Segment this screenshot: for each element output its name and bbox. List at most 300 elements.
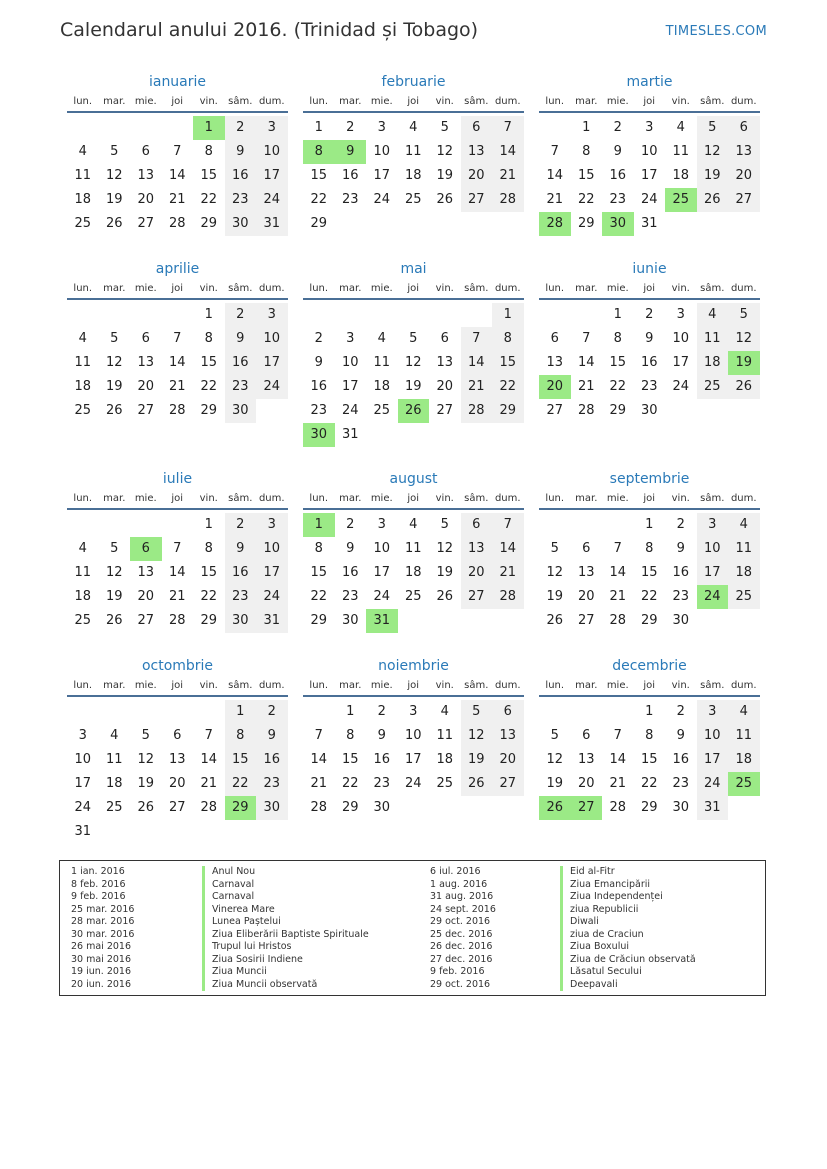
weekday-label: dum. [730,493,757,504]
empty-cell [492,423,524,447]
day-cell: 10 [697,537,729,561]
day-cell: 12 [436,541,454,556]
day-cell: 20 [461,164,493,188]
month-name: noiembrie [378,658,449,674]
empty-cell [366,212,398,236]
week-row [67,609,288,633]
legend-holiday-name: Carnaval [202,891,254,904]
day-cell: 4 [78,541,87,556]
empty-cell [539,513,571,537]
day-cell: 21 [546,192,564,207]
day-cell: 13 [137,168,155,183]
day-cell: 5 [461,700,493,724]
week-row [67,188,288,212]
day-cell: 2 [346,517,355,532]
day-cell: 22 [310,589,328,604]
day-cell: 13 [461,140,493,164]
empty-cell [492,212,524,236]
day-cell: 12 [436,144,454,159]
legend-date: 25 mar. 2016 [71,903,135,915]
day-cell: 17 [697,748,729,772]
day-cell: 3 [78,728,87,743]
day-cell: 7 [492,116,524,140]
empty-cell [665,399,697,423]
day-cell: 3 [377,120,386,135]
weekday-label: vin. [199,680,218,691]
day-cell: 12 [105,355,123,370]
day-cell: 27 [461,585,493,609]
day-cell: 26 [697,188,729,212]
day-cell: 28 [168,613,186,628]
legend-holiday-name: Anul Nou [202,866,255,879]
day-cell: 8 [582,144,591,159]
legend-holiday-name: Lăsatul Secului [560,966,642,979]
day-cell: 7 [204,728,213,743]
day-cell: 5 [141,728,150,743]
day-cell: 13 [137,355,155,370]
weekday-label: lun. [309,283,329,294]
day-cell: 26 [539,796,571,820]
day-cell: 21 [168,192,186,207]
day-cell: 5 [110,144,119,159]
day-cell: 6 [582,541,591,556]
weekday-label: mie. [134,493,157,504]
day-cell: 14 [609,565,627,580]
legend-holiday-name: Ziua Boxului [560,941,629,954]
month-name: iunie [632,261,667,277]
day-cell: 19 [105,192,123,207]
day-cell: 1 [346,704,355,719]
day-cell: 16 [225,164,257,188]
day-cell: 8 [225,724,257,748]
day-cell: 26 [728,375,760,399]
weekday-label: mar. [103,283,126,294]
day-cell: 21 [461,375,493,399]
empty-cell [256,820,288,844]
empty-cell [665,212,697,236]
week-row [67,303,288,327]
empty-cell [398,609,430,633]
day-cell: 21 [200,776,218,791]
day-cell: 1 [314,120,323,135]
day-cell: 27 [571,796,603,820]
month-name: februarie [381,74,446,90]
day-cell: 26 [105,216,123,231]
day-cell: 23 [640,379,658,394]
day-cell: 31 [74,824,92,839]
day-cell: 23 [341,589,359,604]
weekday-label: sâm. [464,283,489,294]
legend-date: 25 dec. 2016 [430,928,493,940]
day-cell: 20 [728,164,760,188]
day-cell: 12 [461,724,493,748]
empty-cell [461,609,493,633]
weekday-label: dum. [730,96,757,107]
day-cell: 25 [404,192,422,207]
empty-cell [728,212,760,236]
week-row [539,585,760,609]
month-name: decembrie [612,658,687,674]
header-rule [539,508,760,510]
day-cell: 13 [492,724,524,748]
day-cell: 16 [672,565,690,580]
day-cell: 10 [256,327,288,351]
day-cell: 11 [74,168,92,183]
day-cell: 24 [672,379,690,394]
day-cell: 17 [373,168,391,183]
day-cell: 1 [613,307,622,322]
day-cell: 30 [672,800,690,815]
day-cell: 7 [582,331,591,346]
legend-holiday-name: Carnaval [202,879,254,892]
day-cell: 19 [546,589,564,604]
week-row [539,327,760,351]
weekday-label: mar. [339,96,362,107]
weekday-label: dum. [494,96,521,107]
weekday-label: mar. [103,493,126,504]
day-cell: 4 [78,144,87,159]
day-cell: 24 [697,585,729,609]
day-cell: 24 [256,188,288,212]
day-cell: 17 [404,752,422,767]
month-name: aprilie [155,261,200,277]
week-row [303,724,524,748]
day-cell: 4 [409,120,418,135]
day-cell: 27 [728,188,760,212]
weekday-label: sâm. [700,283,725,294]
legend-date: 24 sept. 2016 [430,903,496,915]
day-cell: 22 [225,772,257,796]
legend-holiday-name: Eid al-Fitr [560,866,615,879]
day-cell: 15 [310,565,328,580]
day-cell: 30 [672,613,690,628]
header-rule [539,695,760,697]
day-cell: 14 [577,355,595,370]
legend-date: 9 feb. 2016 [71,891,126,902]
weekday-label: sâm. [700,680,725,691]
day-cell: 28 [168,216,186,231]
day-cell: 12 [404,355,422,370]
weekday-header [303,279,524,298]
legend-date: 20 iun. 2016 [71,978,132,990]
day-cell: 6 [440,331,449,346]
weekday-label: dum. [258,680,285,691]
day-cell: 21 [492,561,524,585]
weekday-label: lun. [545,680,565,691]
day-cell: 25 [728,585,760,609]
week-row [67,116,288,140]
day-cell: 30 [225,212,257,236]
header-rule [539,111,760,113]
day-cell: 12 [546,565,564,580]
weekday-label: dum. [494,493,521,504]
day-cell: 18 [74,589,92,604]
day-cell: 16 [640,355,658,370]
empty-cell [303,303,335,327]
day-cell: 30 [373,800,391,815]
weekday-label: mar. [339,283,362,294]
day-cell: 12 [137,752,155,767]
day-cell: 16 [256,748,288,772]
week-row [67,796,288,820]
empty-cell [99,303,131,327]
day-cell: 4 [728,513,760,537]
legend-date: 1 ian. 2016 [71,866,125,877]
week-row [67,212,288,236]
weekday-label: mie. [134,680,157,691]
day-cell: 8 [492,327,524,351]
day-cell: 10 [341,355,359,370]
day-cell: 25 [728,772,760,796]
day-cell: 1 [225,700,257,724]
day-cell: 4 [676,120,685,135]
day-cell: 20 [539,375,571,399]
weekday-label: dum. [730,680,757,691]
empty-cell [539,303,571,327]
day-cell: 24 [256,375,288,399]
week-row [303,700,524,724]
day-cell: 11 [74,355,92,370]
empty-cell [492,609,524,633]
week-row [539,537,760,561]
legend-holiday-name: Ziua Muncii [202,966,267,979]
legend-holiday-name: ziua de Craciun [560,929,644,942]
weekday-label: vin. [671,96,690,107]
week-row [539,351,760,375]
day-cell: 9 [314,355,323,370]
weekday-label: joi [643,680,656,691]
day-cell: 26 [398,399,430,423]
day-cell: 13 [577,565,595,580]
day-cell: 23 [225,188,257,212]
day-cell: 8 [204,541,213,556]
day-cell: 2 [225,513,257,537]
day-cell: 3 [256,513,288,537]
header-rule [303,508,524,510]
empty-cell [256,399,288,423]
weekday-header [67,279,288,298]
week-row [539,303,760,327]
day-cell: 15 [200,565,218,580]
day-cell: 14 [492,140,524,164]
week-row [539,399,760,423]
week-row [539,796,760,820]
day-cell: 6 [173,728,182,743]
weekday-label: joi [643,96,656,107]
week-row [539,513,760,537]
empty-cell [303,700,335,724]
weekday-header [303,92,524,111]
day-cell: 17 [256,164,288,188]
weekday-label: lun. [545,493,565,504]
month-name: martie [626,74,673,90]
month-martie [539,72,760,236]
day-cell: 2 [613,120,622,135]
weekday-label: mar. [339,680,362,691]
day-cell: 20 [168,776,186,791]
day-cell: 29 [492,399,524,423]
weekday-label: mie. [370,680,393,691]
day-cell: 25 [74,216,92,231]
empty-cell [67,303,99,327]
empty-cell [429,796,461,820]
day-cell: 1 [582,120,591,135]
week-row [539,724,760,748]
weekday-label: sâm. [228,680,253,691]
day-cell: 16 [341,168,359,183]
legend-holiday-name: Ziua Emancipării [560,879,650,892]
week-row [67,748,288,772]
week-row [67,375,288,399]
day-cell: 8 [645,541,654,556]
day-cell: 3 [377,517,386,532]
week-row [303,212,524,236]
day-cell: 15 [200,168,218,183]
day-cell: 17 [697,561,729,585]
empty-cell [429,609,461,633]
day-cell: 29 [200,403,218,418]
legend-date: 9 feb. 2016 [430,966,485,977]
weekday-label: mie. [606,96,629,107]
day-cell: 10 [672,331,690,346]
week-row [67,561,288,585]
header-rule [67,508,288,510]
day-cell: 29 [609,403,627,418]
day-cell: 25 [74,403,92,418]
week-row [67,351,288,375]
weekday-label: joi [643,283,656,294]
day-cell: 9 [676,541,685,556]
legend-date: 8 feb. 2016 [71,878,126,890]
day-cell: 21 [609,776,627,791]
site-link[interactable]: TIMESLES.COM [665,24,767,39]
legend-date: 26 dec. 2016 [430,941,493,952]
day-cell: 24 [256,585,288,609]
weekday-label: dum. [730,283,757,294]
day-cell: 12 [697,140,729,164]
day-cell: 12 [105,565,123,580]
day-cell: 1 [204,307,213,322]
day-cell: 25 [74,613,92,628]
day-cell: 13 [436,355,454,370]
day-cell: 31 [640,216,658,231]
day-cell: 6 [461,513,493,537]
month-octombrie [67,656,288,844]
legend-date: 1 aug. 2016 [430,878,488,890]
month-iunie [539,259,760,423]
day-cell: 2 [314,331,323,346]
weekday-header [539,676,760,695]
legend-date: 19 iun. 2016 [71,966,132,977]
day-cell: 28 [609,613,627,628]
day-cell: 27 [577,613,595,628]
weekday-label: sâm. [700,493,725,504]
day-cell: 15 [492,351,524,375]
weekday-label: mar. [103,680,126,691]
legend-holiday-name: Ziua Eliberării Baptiste Spirituale [202,929,369,942]
legend-holiday-name: Diwali [560,916,599,929]
day-cell: 7 [550,144,559,159]
week-row [303,423,524,447]
empty-cell [728,399,760,423]
day-cell: 15 [200,355,218,370]
day-cell: 5 [110,331,119,346]
empty-cell [571,700,603,724]
weekday-label: sâm. [700,96,725,107]
day-cell: 12 [105,168,123,183]
day-cell: 18 [105,776,123,791]
day-cell: 25 [665,188,697,212]
empty-cell [398,423,430,447]
day-cell: 4 [409,517,418,532]
weekday-label: joi [171,96,184,107]
day-cell: 13 [546,355,564,370]
week-row [303,327,524,351]
day-cell: 25 [404,589,422,604]
day-cell: 21 [492,164,524,188]
day-cell: 13 [461,537,493,561]
day-cell: 22 [492,375,524,399]
day-cell: 11 [672,144,690,159]
day-cell: 8 [204,144,213,159]
weekday-label: lun. [73,493,93,504]
day-cell: 18 [373,379,391,394]
legend-date: 26 mai 2016 [71,941,132,952]
empty-cell [461,212,493,236]
empty-cell [398,303,430,327]
weekday-label: vin. [671,493,690,504]
day-cell: 22 [200,192,218,207]
day-cell: 23 [256,772,288,796]
day-cell: 10 [256,537,288,561]
day-cell: 9 [256,724,288,748]
day-cell: 23 [341,192,359,207]
day-cell: 19 [728,351,760,375]
weekday-header [303,676,524,695]
day-cell: 30 [341,613,359,628]
month-name: octombrie [141,658,214,674]
day-cell: 12 [728,327,760,351]
weekday-label: vin. [671,680,690,691]
weekday-label: mie. [606,493,629,504]
day-cell: 20 [436,379,454,394]
legend-holiday-name: Ziua Sosirii Indiene [202,954,303,967]
day-cell: 31 [341,427,359,442]
day-cell: 10 [404,728,422,743]
day-cell: 17 [640,168,658,183]
week-row [67,513,288,537]
week-row [303,609,524,633]
day-cell: 6 [582,728,591,743]
day-cell: 13 [728,140,760,164]
day-cell: 10 [373,144,391,159]
day-cell: 27 [461,188,493,212]
empty-cell [571,513,603,537]
day-cell: 27 [436,403,454,418]
weekday-label: vin. [435,680,454,691]
empty-cell [99,513,131,537]
day-cell: 5 [697,116,729,140]
week-row [539,116,760,140]
day-cell: 18 [697,351,729,375]
day-cell: 8 [613,331,622,346]
day-cell: 25 [373,403,391,418]
day-cell: 2 [377,704,386,719]
day-cell: 9 [335,140,367,164]
weekday-label: dum. [258,283,285,294]
empty-cell [99,700,131,724]
empty-cell [99,820,131,844]
